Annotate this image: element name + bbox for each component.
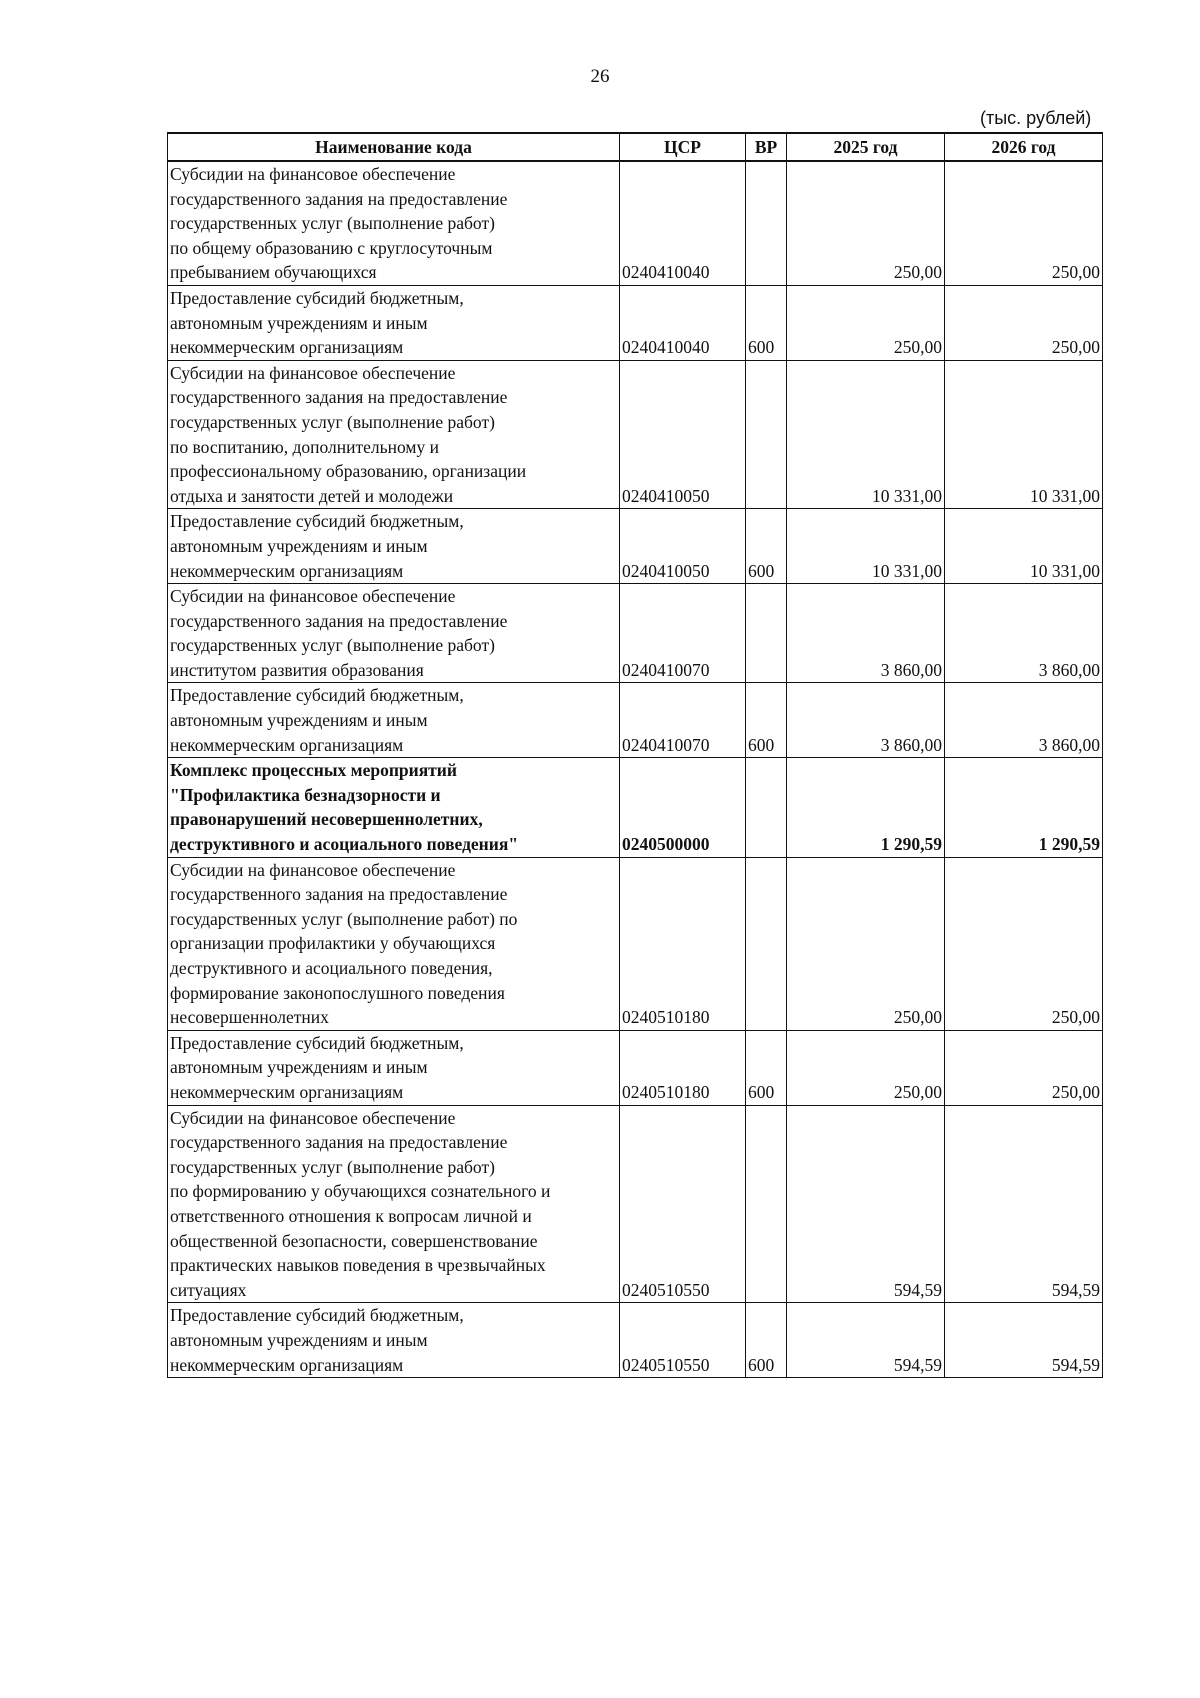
table-row <box>168 360 1103 509</box>
cell-2026: 10 331,00 <box>945 360 1103 509</box>
cell-name: Комплекс процессных мероприятий "Профилактика безнадзорности и правонарушений несовершеннолетних, деструктивного и асоциального поведения" <box>168 758 620 857</box>
table-row <box>168 758 1103 857</box>
cell-name: Предоставление субсидий бюджетным, автономным учреждениям и иным некоммерческим организациям <box>168 1303 620 1378</box>
cell-2026: 3 860,00 <box>945 683 1103 758</box>
table-row <box>168 584 1103 683</box>
cell-2025: 3 860,00 <box>787 683 945 758</box>
cell-csr: 0240410040 <box>620 161 746 285</box>
page-number: 26 <box>590 66 610 87</box>
cell-vr: 600 <box>746 1030 787 1105</box>
header-csr: ЦСР <box>620 133 746 161</box>
cell-vr <box>746 360 787 509</box>
cell-2026: 594,59 <box>945 1303 1103 1378</box>
cell-name: Субсидии на финансовое обеспечение государственного задания на предоставление государственных услуг (выполнение работ) по общему образованию с круглосуточным пребыванием обучающихся <box>168 161 620 285</box>
header-name: Наименование кода <box>168 133 620 161</box>
table-row <box>168 161 1103 285</box>
cell-vr <box>746 584 787 683</box>
cell-2025: 250,00 <box>787 161 945 285</box>
cell-csr: 0240500000 <box>620 758 746 857</box>
cell-vr: 600 <box>746 683 787 758</box>
cell-2026: 250,00 <box>945 1030 1103 1105</box>
cell-csr: 0240410050 <box>620 360 746 509</box>
cell-2025: 10 331,00 <box>787 509 945 584</box>
cell-csr: 0240410040 <box>620 285 746 360</box>
cell-csr: 0240510550 <box>620 1303 746 1378</box>
cell-csr: 0240510180 <box>620 857 746 1030</box>
header-2026: 2026 год <box>945 133 1103 161</box>
cell-vr <box>746 758 787 857</box>
cell-2026: 10 331,00 <box>945 509 1103 584</box>
cell-2025: 594,59 <box>787 1105 945 1303</box>
cell-vr <box>746 1105 787 1303</box>
cell-2026: 250,00 <box>945 857 1103 1030</box>
cell-2026: 594,59 <box>945 1105 1103 1303</box>
budget-table <box>167 132 1103 1378</box>
cell-2026: 1 290,59 <box>945 758 1103 857</box>
cell-csr: 0240410070 <box>620 584 746 683</box>
cell-2025: 594,59 <box>787 1303 945 1378</box>
cell-vr: 600 <box>746 509 787 584</box>
cell-2026: 3 860,00 <box>945 584 1103 683</box>
header-vr: ВР <box>746 133 787 161</box>
cell-name: Предоставление субсидий бюджетным, автономным учреждениям и иным некоммерческим организациям <box>168 509 620 584</box>
table-row <box>168 1303 1103 1378</box>
cell-name: Субсидии на финансовое обеспечение государственного задания на предоставление государственных услуг (выполнение работ) по организации профилактики у обучающихся деструктивного и асоциального поведения, формирование законопослушного поведения несовершеннолетних <box>168 857 620 1030</box>
cell-2025: 250,00 <box>787 857 945 1030</box>
cell-name: Субсидии на финансовое обеспечение государственного задания на предоставление государственных услуг (выполнение работ) по воспитанию, дополнительному и профессиональному образованию, организации отдыха и занятости детей и молодежи <box>168 360 620 509</box>
cell-2026: 250,00 <box>945 161 1103 285</box>
table-row <box>168 1105 1103 1303</box>
cell-vr: 600 <box>746 1303 787 1378</box>
table-row <box>168 1030 1103 1105</box>
table-body <box>168 161 1103 1378</box>
cell-csr: 0240510180 <box>620 1030 746 1105</box>
table-row <box>168 857 1103 1030</box>
header-2025: 2025 год <box>787 133 945 161</box>
table-row <box>168 509 1103 584</box>
cell-vr: 600 <box>746 285 787 360</box>
cell-csr: 0240410070 <box>620 683 746 758</box>
cell-2025: 10 331,00 <box>787 360 945 509</box>
cell-vr <box>746 161 787 285</box>
cell-2025: 250,00 <box>787 1030 945 1105</box>
cell-2025: 250,00 <box>787 285 945 360</box>
cell-name: Предоставление субсидий бюджетным, автономным учреждениям и иным некоммерческим организациям <box>168 285 620 360</box>
cell-vr <box>746 857 787 1030</box>
table-row <box>168 285 1103 360</box>
cell-name: Субсидии на финансовое обеспечение государственного задания на предоставление государственных услуг (выполнение работ) институтом развития образования <box>168 584 620 683</box>
table-header-row <box>168 133 1103 161</box>
cell-name: Предоставление субсидий бюджетным, автономным учреждениям и иным некоммерческим организациям <box>168 1030 620 1105</box>
cell-2026: 250,00 <box>945 285 1103 360</box>
table-row <box>168 683 1103 758</box>
cell-name: Предоставление субсидий бюджетным, автономным учреждениям и иным некоммерческим организациям <box>168 683 620 758</box>
cell-name: Субсидии на финансовое обеспечение государственного задания на предоставление государственных услуг (выполнение работ) по формированию у обучающихся сознательного и ответственного отношения к вопросам личной и общественной безопасности, совершенствование практических навыков поведения в чрезвычайных ситуациях <box>168 1105 620 1303</box>
cell-csr: 0240410050 <box>620 509 746 584</box>
cell-2025: 3 860,00 <box>787 584 945 683</box>
cell-csr: 0240510550 <box>620 1105 746 1303</box>
cell-2025: 1 290,59 <box>787 758 945 857</box>
units-note: (тыс. рублей) <box>980 108 1092 128</box>
